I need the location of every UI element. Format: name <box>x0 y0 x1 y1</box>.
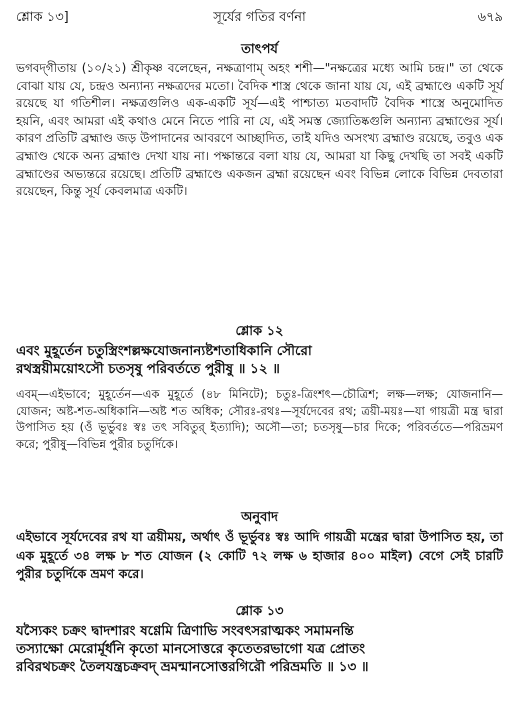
verse-13-line: যস্যৈকং চক্রং দ্বাদশারং ষণ্ণেমি ত্রিণাভি সংবৎসরাত্মকং সমামনন্তি <box>16 623 354 639</box>
verse-13-heading: শ্লোক ১৩ <box>235 604 284 619</box>
page-header <box>16 8 503 28</box>
purport-heading: তাৎপর্য <box>241 42 278 57</box>
translation-12: এইভাবে সূর্যদেবের রথ যা ত্রয়ীময়, অর্থাৎ ওঁ ভূর্ভুবঃ স্বঃ আদি গায়ত্রী মন্ত্রের দ্বারা উপাসিত হয়, তা এক মুহূর্তে ৩৪ লক্ষ ৮ শত যোজন (২ কোটি ৭২ লক্ষ ৬ হাজার ৪০০ মাইল) বেগে সেই চারটি পুরীর চতুর্দিকে ভ্রমণ করে। <box>16 529 503 581</box>
translation-heading: অনুবাদ <box>241 510 278 525</box>
page-number: ৬৭৯ <box>477 10 503 25</box>
verse-13-line: তস্যাক্ষো মেরোর্মূর্ধনি কৃতো মানসোত্তরে কৃতেতরভাগো যত্র প্রোতং <box>16 641 366 657</box>
synonyms-12: এবম্‌—এইভাবে; মুহূর্তেন—এক মুহূর্তে (৪৮ মিনিটে); চতুঃ-ত্রিংশৎ—চৌত্রিশ; লক্ষ—লক্ষ; যোজনানি—যোজন; অষ্ট-শত-অধিকানি—অষ্ট শত অধিক; সৌরঃ-রথঃ—সূর্যদেবের রথ; ত্রয়ী-ময়ঃ—যা গায়ত্রী মন্ত্র দ্বারা উপাসিত হয় (ওঁ ভূর্ভুবঃ স্বঃ তৎ সবিতুর্‌ ইত্যাদি); অসৌ—তা; চতসৃষু—চার দিকে; পরিবর্ততে—পরিভ্রমণ করে; পুরীষু—বিভিন্ন পুরীর চতুর্দিকে। <box>16 387 503 451</box>
verse-12-line: রথস্ত্রয়ীময়োঽসৌ চতসৃষু পরিবর্ততে পুরীষু ॥ ১২ ॥ <box>16 361 280 377</box>
verse-13-line: রবিরথচক্রং তৈলযন্ত্রচক্রবদ্‌ ভ্রমন্মানসোত্তরগিরৌ পরিভ্রমতি ॥ ১৩ ॥ <box>16 659 369 675</box>
header-chapter-title: সূর্যের গতির বর্ণনা <box>213 10 306 25</box>
verse-12-line: এবং মুহূর্তেন চতুস্ত্রিংশল্লক্ষযোজনান্যষ্টশতাধিকানি সৌরো <box>16 343 312 359</box>
purport-text: ভগবদ্‌গীতায় (১০/২১) শ্রীকৃষ্ণ বলেছেন, নক্ষত্রাণাম্‌ অহং শশী—"নক্ষত্রের মধ্যে আমি চন্দ্র।" তা থেকে বোঝা যায় যে, চন্দ্রও অন্যান্য নক্ষত্রদের মতো। বৈদিক শাস্ত্র থেকে জানা যায় যে, এই ব্রহ্মাণ্ডে একটি সূর্য রয়েছে যা গতিশীল। নক্ষত্রগুলিও এক-একটি সূর্য—এই পাশ্চাত্য মতবাদটি বৈদিক শাস্ত্রে অনুমোদিত হয়নি, এবং আমরা এই কথাও মেনে নিতে পারি না যে, এই সমস্ত জ্যোতিষ্কগুলি অন্যান্য ব্রহ্মাণ্ডের সূর্য। কারণ প্রতিটি ব্রহ্মাণ্ড জড় উপাদানের আবরণে আচ্ছাদিত, তাই যদিও অসংখ্য ব্রহ্মাণ্ড রয়েছে, তবুও এক ব্রহ্মাণ্ড থেকে অন্য ব্রহ্মাণ্ড দেখা যায় না। পক্ষান্তরে বলা যায় যে, আমরা যা কিছু দেখছি তা সবই একটি ব্রহ্মাণ্ডের অভ্যন্তরে রয়েছে। প্রতিটি ব্রহ্মাণ্ডে একজন ব্রহ্মা রয়েছেন এবং বিভিন্ন লোকে বিভিন্ন দেবতারা রয়েছেন, কিন্তু সূর্য কেবলমাত্র একটি। <box>16 61 503 199</box>
header-verse-ref: শ্লোক ১৩] <box>16 10 69 25</box>
verse-13-text <box>16 622 503 676</box>
verse-12-text <box>16 342 503 378</box>
verse-12-heading: শ্লোক ১২ <box>235 324 284 339</box>
